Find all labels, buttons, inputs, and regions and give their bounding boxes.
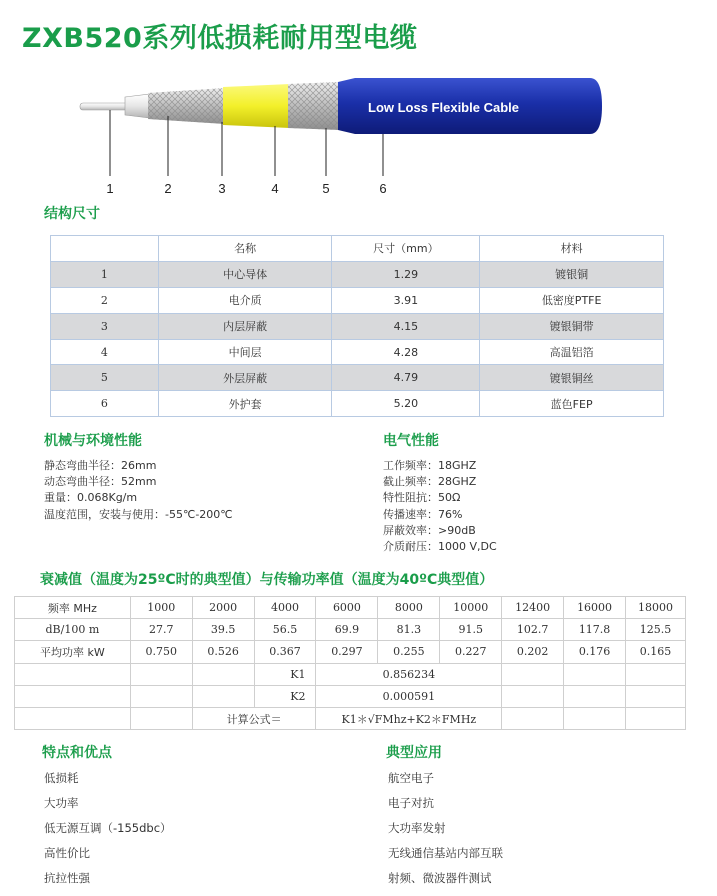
list-item: 低无源互调（-155dbc） (44, 821, 172, 835)
db-cell: 91.5 (440, 619, 502, 641)
row-size: 1.29 (332, 261, 480, 287)
row-index: 4 (51, 339, 159, 365)
db-cell: 27.7 (130, 619, 192, 641)
row-material: 镀银铜丝 (480, 365, 664, 391)
row-index: 6 (51, 391, 159, 417)
freq-cell: 1000 (130, 597, 192, 619)
header-name: 名称 (158, 236, 332, 262)
structure-header-row (51, 236, 664, 262)
power-cell: 0.227 (440, 641, 502, 663)
applications-list (388, 766, 503, 891)
header-size: 尺寸（mm） (332, 236, 480, 262)
list-item: 无线通信基站内部互联 (388, 846, 503, 860)
row-material: 镀银铜带 (480, 313, 664, 339)
row-material: 蓝色FEP (480, 391, 664, 417)
formula-label: 计算公式＝ (192, 707, 316, 729)
power-row (15, 641, 686, 663)
mechanical-title: 机械与环境性能 (44, 433, 142, 449)
cable-illustration (70, 78, 630, 203)
spec-line: 传播速率：76% (383, 507, 463, 521)
row-name: 内层屏蔽 (158, 313, 332, 339)
list-item: 航空电子 (388, 771, 434, 785)
spec-line: 特性阻抗：50Ω (383, 491, 461, 505)
table-row (51, 365, 664, 391)
freq-cell: 4000 (254, 597, 316, 619)
table-row (51, 313, 664, 339)
callout-2: 2 (164, 181, 172, 196)
center-conductor (80, 103, 130, 110)
callout-5: 5 (322, 181, 330, 196)
structure-title: 结构尺寸 (44, 206, 100, 222)
formula-row (15, 707, 686, 729)
features-title: 特点和优点 (42, 745, 112, 761)
row-index: 3 (51, 313, 159, 339)
row-name: 外层屏蔽 (158, 365, 332, 391)
row-name: 外护套 (158, 391, 332, 417)
row-size: 4.79 (332, 365, 480, 391)
cable-diagram (70, 78, 630, 203)
k1-row (15, 663, 686, 685)
freq-row (15, 597, 686, 619)
power-cell: 0.750 (130, 641, 192, 663)
k2-label: K2 (254, 685, 316, 707)
row-name: 中间层 (158, 339, 332, 365)
mechanical-specs (44, 458, 233, 523)
callout-6: 6 (379, 181, 387, 196)
table-row (51, 261, 664, 287)
list-item: 大功率发射 (388, 821, 446, 835)
table-row (51, 391, 664, 417)
list-item: 电子对抗 (388, 796, 434, 810)
freq-label: 频率 MHz (15, 597, 131, 619)
attenuation-title: 衰减值（温度为25ºC时的典型值）与传输功率值（温度为40ºC典型值） (40, 572, 494, 588)
attenuation-table (14, 596, 686, 730)
callout-1: 1 (106, 181, 114, 196)
row-name: 电介质 (158, 287, 332, 313)
header-index (51, 236, 159, 262)
row-index: 2 (51, 287, 159, 313)
spec-line: 工作频率：18GHZ (383, 459, 477, 472)
callout-3: 3 (218, 181, 226, 196)
table-row (51, 339, 664, 365)
list-item: 高性价比 (44, 846, 90, 860)
power-cell: 0.367 (254, 641, 316, 663)
freq-cell: 16000 (564, 597, 626, 619)
jacket-label: Low Loss Flexible Cable (368, 100, 519, 115)
spec-line: 截止频率：28GHZ (383, 475, 477, 489)
table-row (51, 287, 664, 313)
callout-4: 4 (271, 181, 279, 196)
db-cell: 117.8 (564, 619, 626, 641)
features-list (44, 766, 172, 891)
db-cell: 102.7 (502, 619, 564, 641)
freq-cell: 6000 (316, 597, 378, 619)
middle-layer (223, 84, 290, 128)
freq-cell: 10000 (440, 597, 502, 619)
list-item: 射频、微波器件测试 (388, 871, 492, 885)
row-size: 4.15 (332, 313, 480, 339)
page-title (22, 16, 417, 55)
list-item: 抗拉性强 (44, 871, 90, 885)
spec-line: 介质耐压：1000 V,DC (383, 540, 497, 554)
freq-cell: 18000 (626, 597, 686, 619)
freq-cell: 12400 (502, 597, 564, 619)
power-label: 平均功率 kW (15, 641, 131, 663)
spec-line: 温度范围，安装与使用：-55℃-200℃ (44, 507, 233, 521)
electrical-specs (383, 458, 497, 555)
power-cell: 0.255 (378, 641, 440, 663)
list-item: 大功率 (44, 796, 79, 810)
row-material: 低密度PTFE (480, 287, 664, 313)
spec-line: 静态弯曲半径：26mm (44, 459, 157, 472)
freq-cell: 2000 (192, 597, 254, 619)
title-text: 系列低损耗耐用型电缆 (142, 23, 418, 54)
electrical-title: 电气性能 (383, 433, 439, 449)
k2-value: 0.000591 (316, 685, 502, 707)
dielectric-layer (125, 94, 150, 118)
db-cell: 81.3 (378, 619, 440, 641)
row-index: 5 (51, 365, 159, 391)
db-label: dB/100 m (15, 619, 131, 641)
db-cell: 39.5 (192, 619, 254, 641)
power-cell: 0.176 (564, 641, 626, 663)
k1-value: 0.856234 (316, 663, 502, 685)
header-material: 材料 (480, 236, 664, 262)
power-cell: 0.526 (192, 641, 254, 663)
db-cell: 56.5 (254, 619, 316, 641)
k2-row (15, 685, 686, 707)
db-cell: 125.5 (626, 619, 686, 641)
row-size: 3.91 (332, 287, 480, 313)
spec-line: 重量：0.068Kg/m (44, 491, 138, 505)
row-size: 4.28 (332, 339, 480, 365)
k1-label: K1 (254, 663, 316, 685)
power-cell: 0.297 (316, 641, 378, 663)
spec-line: 动态弯曲半径：52mm (44, 475, 157, 489)
spec-line: 屏蔽效率：>90dB (383, 523, 476, 537)
applications-title: 典型应用 (386, 745, 442, 761)
freq-cell: 8000 (378, 597, 440, 619)
power-cell: 0.165 (626, 641, 686, 663)
title-model: ZXB520 (22, 23, 143, 54)
list-item: 低损耗 (44, 771, 79, 785)
row-size: 5.20 (332, 391, 480, 417)
power-cell: 0.202 (502, 641, 564, 663)
formula: K1＊√FMhz+K2＊FMHz (316, 707, 502, 729)
db-row (15, 619, 686, 641)
db-cell: 69.9 (316, 619, 378, 641)
row-index: 1 (51, 261, 159, 287)
row-material: 高温铝箔 (480, 339, 664, 365)
structure-table (50, 235, 664, 417)
row-name: 中心导体 (158, 261, 332, 287)
row-material: 镀银铜 (480, 261, 664, 287)
